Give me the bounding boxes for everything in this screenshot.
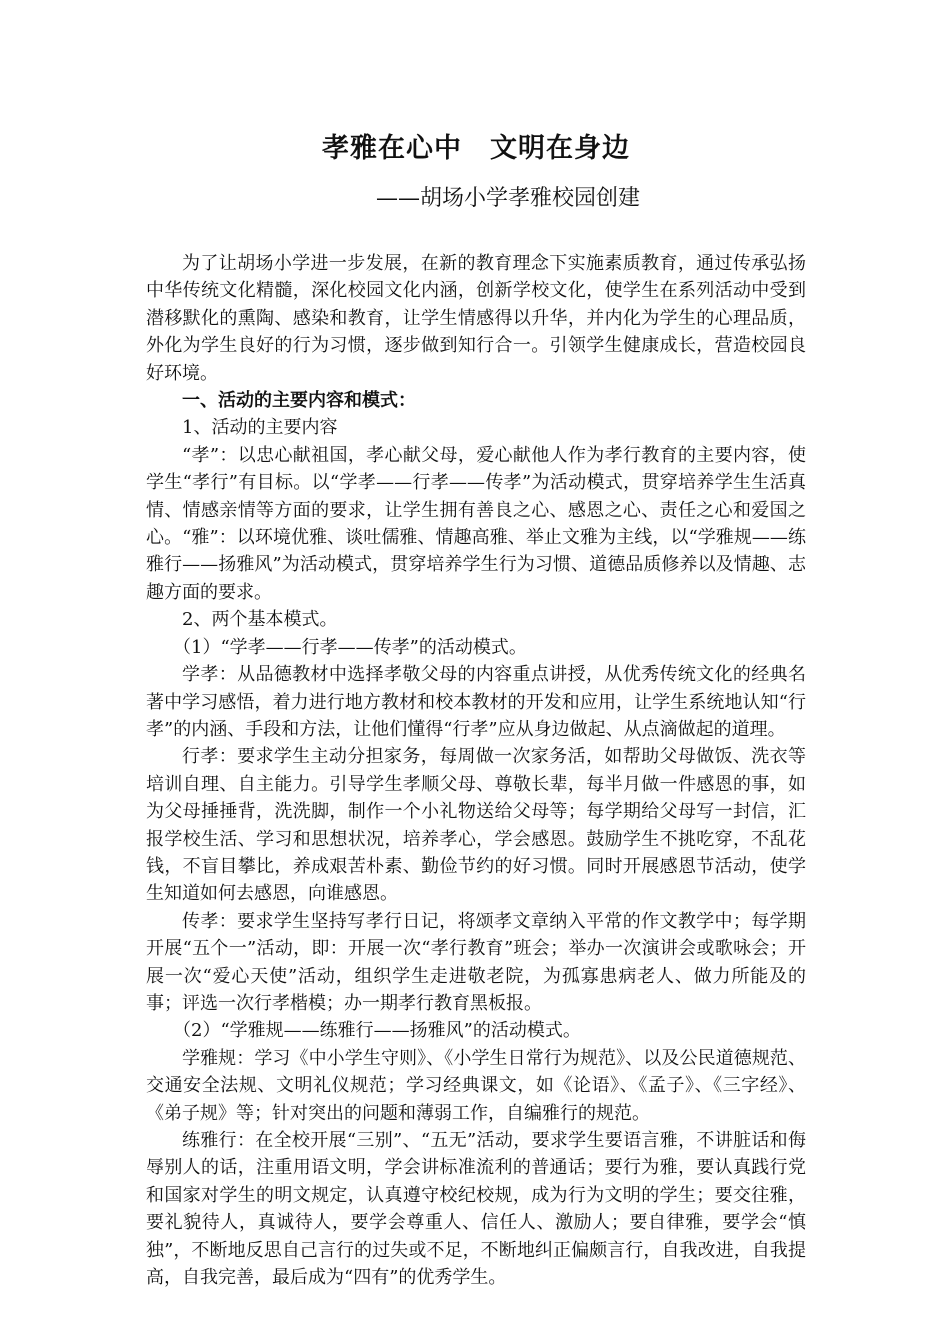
intro-paragraph: 为了让胡场小学进一步发展，在新的教育理念下实施素质教育，通过传承弘扬中华传统文化精髓，深化校园文化内涵，创新学校文化，使学生在系列活动中受到潜移默化的熏陶、感染和教育，让学生情感得以升华，并内化为学生的心理品质，外化为学生良好的行为习惯，逐步做到知行合一。引领学生健康成长，营造校园良好环境。	[146, 253, 806, 384]
subsection-heading: 2、两个基本模式。	[182, 609, 338, 631]
body-paragraph: 传孝：要求学生坚持写孝行日记，将颂孝文章纳入平常的作文教学中；每学期开展“五个一”活动，即：开展一次“孝行教育”班会；举办一次演讲会或歌咏会；开展一次“爱心天使”活动，组织学生走进敬老院，为孤寡患病老人、做力所能及的事；评选一次行孝楷模；办一期孝行教育黑板报。	[146, 910, 806, 1014]
body-paragraph: 学孝：从品德教材中选择孝敬父母的内容重点讲授，从优秀传统文化的经典名著中学习感悟，着力进行地方教材和校本教材的开发和应用，让学生系统地认知“行孝”的内涵、手段和方法，让他们懂得“行孝”应从身边做起、从点滴做起的道理。	[146, 664, 806, 740]
document-body	[146, 250, 806, 1291]
document-subtitle: ——胡场小学孝雅校园创建	[375, 186, 640, 211]
document-page	[146, 128, 806, 1291]
body-paragraph: 学雅规：学习《中小学生守则》、《小学生日常行为规范》、以及公民道德规范、交通安全法规、文明礼仪规范；学习经典课文，如《论语》、《孟子》、《三字经》、《弟子规》等；针对突出的问题和薄弱工作，自编雅行的规范。	[146, 1047, 806, 1124]
document-title: 孝雅在心中 文明在身边	[322, 133, 630, 164]
body-paragraph: “孝”：以忠心献祖国，孝心献父母，爱心献他人作为孝行教育的主要内容，使学生“孝行”有目标。以“学孝——行孝——传孝”为活动模式，贯穿培养学生生活真情、情感亲情等方面的要求，让学生拥有善良之心、感恩之心、责任之心和爱国之心。“雅”：以环境优雅、谈吐儒雅、情趣高雅、举止文雅为主线，以“学雅规——练雅行——扬雅风”为活动模式，贯穿培养学生行为习惯、道德品质修养以及情趣、志趣方面的要求。	[146, 444, 806, 603]
subsection-heading: 1、活动的主要内容	[182, 417, 338, 439]
body-paragraph: 行孝：要求学生主动分担家务，每周做一次家务活，如帮助父母做饭、洗衣等培训自理、自主能力。引导学生孝顺父母、尊敬长辈，每半月做一件感恩的事，如为父母捶捶背，洗洗脚，制作一个小礼物送给父母等；每学期给父母写一封信，汇报学校生活、学习和思想状况，培养孝心，学会感恩。鼓励学生不挑吃穿，不乱花钱，不盲目攀比，养成艰苦朴素、勤俭节约的好习惯。同时开展感恩节活动，使学生知道如何去感恩，向谁感恩。	[146, 746, 806, 905]
mode-heading: （1）“学孝——行孝——传孝”的活动模式。	[173, 636, 527, 658]
section-heading: 一、活动的主要内容和模式：	[182, 390, 416, 412]
body-paragraph: 练雅行：在全校开展“三别”、“五无”活动，要求学生要语言雅，不讲脏话和侮辱别人的话，注重用语文明，学会讲标准流利的普通话；要行为雅，要认真践行党和国家对学生的明文规定，认真遵守校纪校规，成为行为文明的学生；要交往雅，要礼貌待人，真诚待人，要学会尊重人、信任人、激励人；要自律雅，要学会“慎独”，不断地反思自己言行的过失或不足，不断地纠正偏颇言行，自我改进，自我提高，自我完善，最后成为“四有”的优秀学生。	[146, 1130, 806, 1289]
mode-heading: （2）“学雅规——练雅行——扬雅风”的活动模式。	[173, 1020, 581, 1042]
